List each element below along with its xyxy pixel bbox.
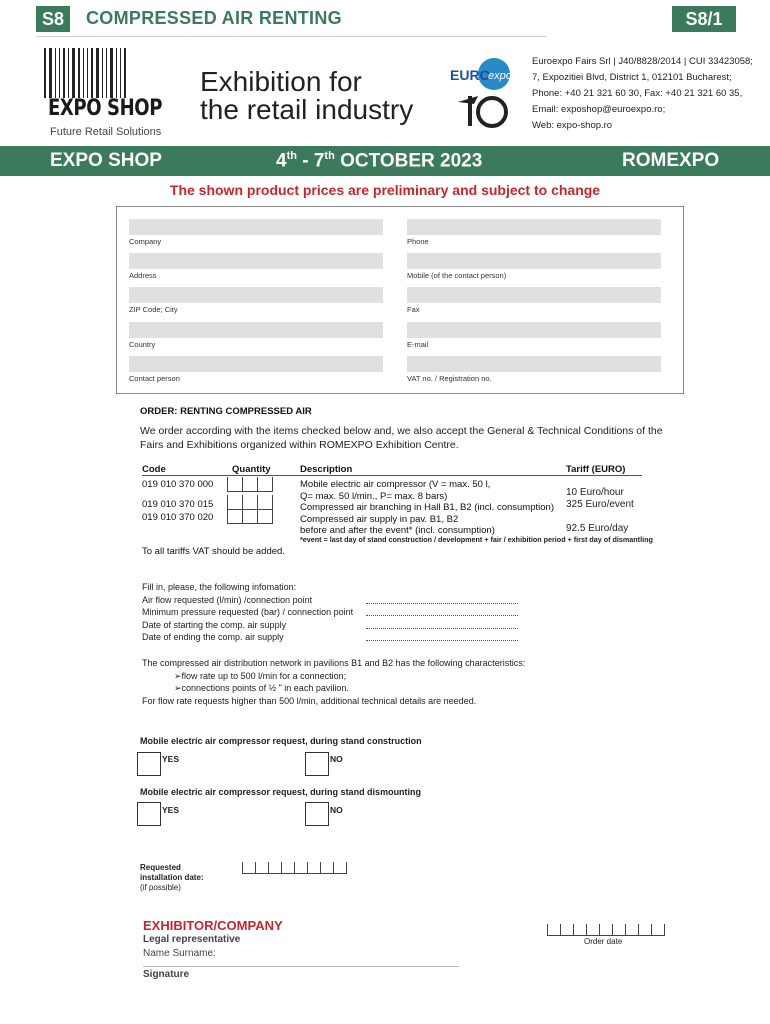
code-1: 019 010 370 000 bbox=[142, 479, 214, 490]
company-label: Company bbox=[129, 237, 162, 246]
email-label: E-mail bbox=[407, 340, 429, 349]
contact-person-field[interactable] bbox=[129, 356, 383, 372]
info-section: Fill in, please, the following infomation: Air flow requested (l/min) /connection point Minimum pressure requested (bar) / connection point Date of starting the comp. air supply Date of ending the comp. air supply bbox=[142, 582, 354, 642]
contact-line: Email: exposhop@euroexpo.ro; bbox=[532, 104, 666, 115]
event-footnote: *event = last day of stand construction / development + fair / exhibition period + first day of dismantling bbox=[300, 535, 653, 544]
section-badge: S8 bbox=[36, 6, 70, 32]
band-left: EXPO SHOP bbox=[50, 150, 162, 171]
name-line[interactable] bbox=[143, 966, 459, 967]
band-dates: 4th - 7th OCTOBER 2023 bbox=[276, 150, 483, 172]
construction-yes-label: YES bbox=[162, 754, 180, 764]
exhibitor-company-label: EXHIBITOR/COMPANY bbox=[143, 918, 283, 933]
table-header-divider bbox=[142, 475, 642, 476]
dismounting-no-label: NO bbox=[330, 805, 343, 815]
zip-label: ZIP Code; City bbox=[129, 305, 178, 314]
tariff-3: 92.5 Euro/day bbox=[566, 523, 629, 534]
col-tariff: Tariff (EURO) bbox=[566, 464, 626, 475]
col-description: Description bbox=[300, 464, 353, 475]
zip-field[interactable] bbox=[129, 287, 383, 303]
start-date-input[interactable] bbox=[366, 627, 518, 629]
dismounting-no-checkbox[interactable] bbox=[305, 802, 329, 826]
col-quantity: Quantity bbox=[232, 464, 271, 475]
phone-label: Phone bbox=[407, 237, 429, 246]
mobile-label: Mobile (of the contact person) bbox=[407, 271, 507, 280]
network-section: The compressed air distribution network in pavilions B1 and B2 has the following characteristics: ➢flow rate up to 500 l/min for a connection; ➢connections points of ½ " in each pavilion. For flow rate requests higher than 500 l/min, additional technical details are needed. bbox=[142, 658, 526, 706]
contact-line: 7, Expozitiei Blvd, District 1, 012101 Bucharest; bbox=[532, 72, 732, 83]
legal-representative-label: Legal representative bbox=[143, 934, 241, 945]
code-2: 019 010 370 015 bbox=[142, 499, 214, 510]
svg-text:expo: expo bbox=[488, 70, 512, 82]
exhibition-title: Exhibition for the retail industry bbox=[200, 66, 414, 125]
fax-label: Fax bbox=[407, 305, 420, 314]
install-date-input[interactable] bbox=[242, 862, 347, 874]
contact-person-label: Contact person bbox=[129, 374, 180, 383]
end-date-input[interactable] bbox=[366, 639, 518, 641]
quantity-input-1[interactable] bbox=[227, 477, 273, 492]
price-notice: The shown product prices are preliminary and subject to change bbox=[169, 182, 601, 198]
barcode-icon bbox=[44, 48, 156, 98]
construction-no-label: NO bbox=[330, 754, 343, 764]
address-label: Address bbox=[129, 271, 157, 280]
vat-field[interactable] bbox=[407, 356, 661, 372]
event-band bbox=[0, 146, 770, 176]
order-date-label: Order date bbox=[584, 937, 623, 946]
vat-label: VAT no. / Registration no. bbox=[407, 374, 492, 383]
dismounting-yes-checkbox[interactable] bbox=[137, 802, 161, 826]
company-field[interactable] bbox=[129, 219, 383, 235]
logo-tagline: Future Retail Solutions bbox=[50, 126, 162, 138]
phone-field[interactable] bbox=[407, 219, 661, 235]
vat-note: To all tariffs VAT should be added. bbox=[142, 546, 285, 557]
expo-shop-logo: EXPO SHOP bbox=[48, 96, 163, 121]
air-flow-input[interactable] bbox=[366, 602, 518, 604]
mobile-field[interactable] bbox=[407, 253, 661, 269]
fax-field[interactable] bbox=[407, 287, 661, 303]
construction-request-heading: Mobile electric air compressor request, during stand construction bbox=[140, 736, 422, 746]
euroexpo-logo bbox=[448, 56, 520, 132]
address-field[interactable] bbox=[129, 253, 383, 269]
code-3: 019 010 370 020 bbox=[142, 512, 214, 523]
description-text: Mobile electric air compressor (V = max. 50 l, Q= max. 50 l/min., P= max. 8 bars) Compressed air branching in Hall B1, B2 (incl. consumption) Compressed air supply in pav. B1, B2 before and after the event* (incl. consumption) bbox=[300, 479, 554, 536]
dismounting-request-heading: Mobile electric air compressor request, during stand dismounting bbox=[140, 787, 422, 797]
order-intro: We order according with the items checked below and, we also accept the General & Technical Conditions of the Fairs and Exhibitions organized within ROMEXPO Exhibition Centre. bbox=[140, 425, 663, 451]
order-heading: ORDER: RENTING COMPRESSED AIR bbox=[140, 406, 312, 417]
signature-label: Signature bbox=[143, 969, 190, 980]
dismounting-yes-label: YES bbox=[162, 805, 180, 815]
contact-line: Euroexpo Fairs Srl | J40/8828/2014 | CUI 33423058; bbox=[532, 56, 753, 67]
construction-yes-checkbox[interactable] bbox=[137, 752, 161, 776]
email-field[interactable] bbox=[407, 322, 661, 338]
page-badge: S8/1 bbox=[672, 6, 736, 32]
page-title: COMPRESSED AIR RENTING bbox=[86, 8, 342, 28]
contact-line: Web: expo-shop.ro bbox=[532, 120, 613, 131]
quantity-input-3[interactable] bbox=[227, 509, 273, 524]
tariff-2: 325 Euro/event bbox=[566, 499, 634, 510]
min-pressure-input[interactable] bbox=[366, 614, 518, 616]
contact-form bbox=[116, 206, 684, 394]
quantity-input-2[interactable] bbox=[227, 495, 273, 510]
header-divider bbox=[36, 36, 546, 37]
svg-text:EURO: EURO bbox=[450, 67, 491, 83]
install-date-label: Requested installation date: (if possible) bbox=[140, 863, 204, 892]
order-date-input[interactable] bbox=[547, 924, 665, 936]
name-surname-label: Name Surname: bbox=[143, 948, 216, 959]
construction-no-checkbox[interactable] bbox=[305, 752, 329, 776]
country-label: Country bbox=[129, 340, 156, 349]
tariff-1: 10 Euro/hour bbox=[566, 487, 624, 498]
contact-line: Phone: +40 21 321 60 30, Fax: +40 21 321 60 35, bbox=[532, 88, 743, 99]
col-code: Code bbox=[142, 464, 166, 475]
country-field[interactable] bbox=[129, 322, 383, 338]
band-right: ROMEXPO bbox=[622, 150, 720, 171]
